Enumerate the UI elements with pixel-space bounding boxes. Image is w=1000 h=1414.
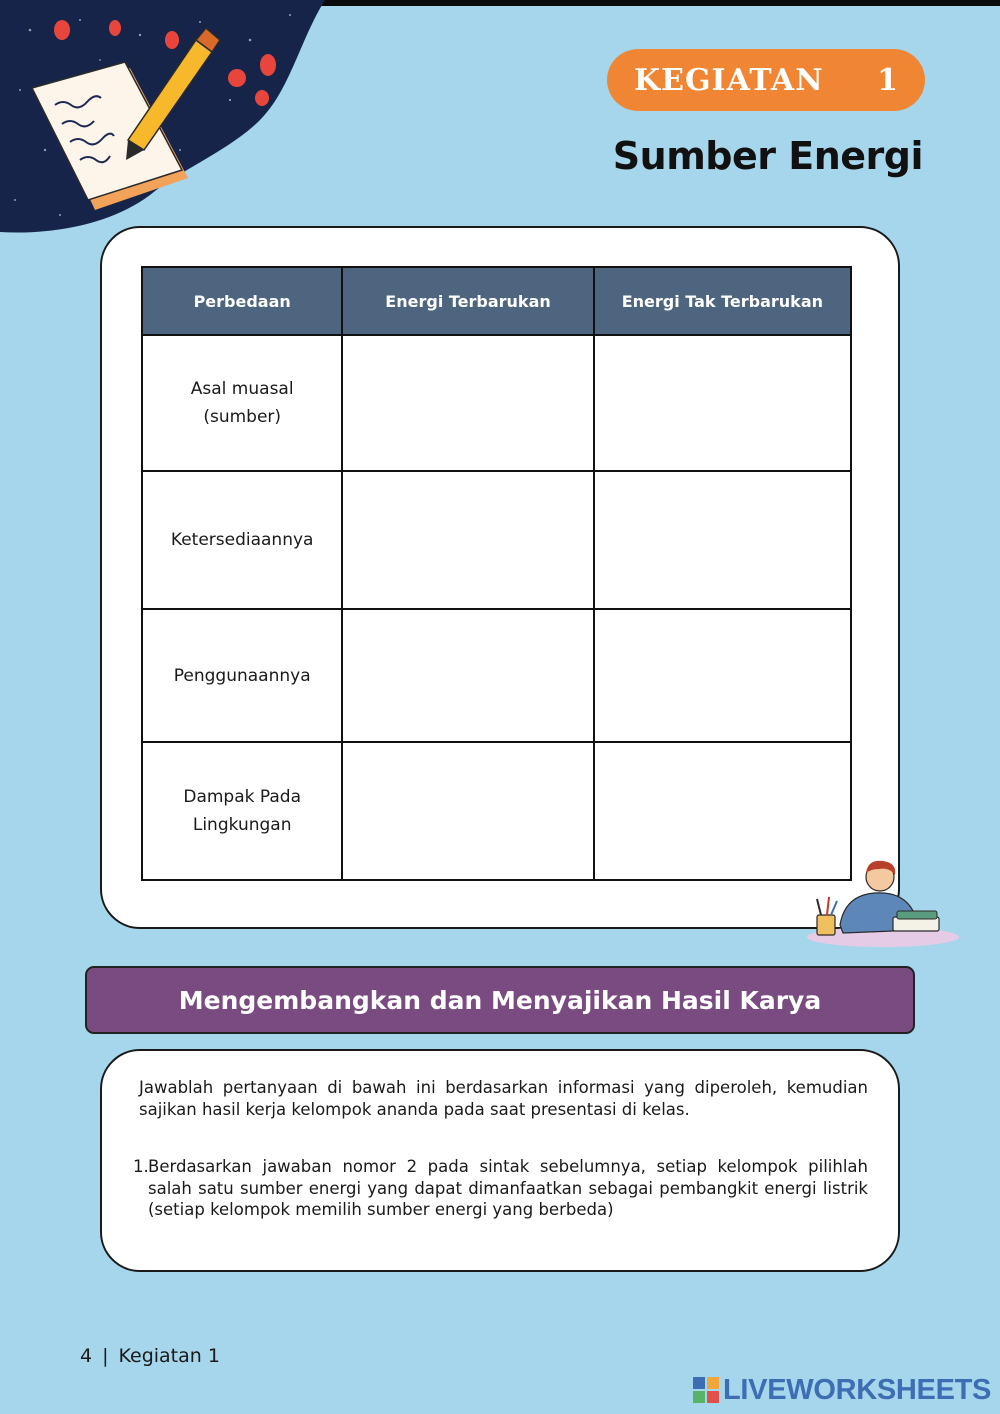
row-label: [142, 335, 342, 471]
row-label: [142, 471, 342, 609]
header-perbedaan: Perbedaan: [142, 267, 342, 335]
table-row: [142, 335, 851, 471]
answer-cell-tak-terbarukan[interactable]: [594, 609, 851, 742]
row-label-line: (sumber): [203, 407, 282, 427]
row-label-line: Asal muasal: [190, 379, 294, 399]
table-row: [142, 609, 851, 742]
table-header-row: [142, 267, 851, 335]
liveworksheets-logo: [693, 1374, 991, 1406]
row-label-line: Ketersediaannya: [170, 530, 314, 550]
row-label: [142, 742, 342, 880]
student-studying-icon: [805, 855, 960, 950]
header-energi-terbarukan: Energi Terbarukan: [342, 267, 593, 335]
row-label: [142, 609, 342, 742]
list-item-number: 1.: [133, 1157, 149, 1176]
row-label-line: Penggunaannya: [173, 665, 311, 686]
instructions-intro: Jawablah pertanyaan di bawah ini berdasarkan informasi yang diperoleh, kemudian sajikan hasil kerja kelompok ananda pada saat presentasi di kelas.: [139, 1078, 868, 1119]
footer-label: Kegiatan 1: [118, 1345, 220, 1367]
row-label-line: Lingkungan: [192, 815, 292, 835]
answer-cell-tak-terbarukan[interactable]: [594, 471, 851, 609]
row-label-line: Dampak Pada: [183, 787, 301, 807]
energy-comparison-table: [141, 266, 852, 881]
answer-cell-terbarukan[interactable]: [342, 471, 593, 609]
header-energi-tak-terbarukan: Energi Tak Terbarukan: [594, 267, 851, 335]
notebook-pen-illustration: [0, 0, 340, 240]
answer-cell-terbarukan[interactable]: [342, 609, 593, 742]
table-row: [142, 742, 851, 880]
page-footer: [80, 1345, 220, 1367]
table-row: [142, 471, 851, 609]
brand-name: LIVEWORKSHEETS: [723, 1373, 992, 1406]
answer-cell-tak-terbarukan[interactable]: [594, 335, 851, 471]
liveworksheets-logo-icon: [693, 1377, 719, 1403]
list-item: Berdasarkan jawaban nomor 2 pada sintak sebelumnya, setiap kelompok pilihlah salah satu sumber energi yang dapat dimanfaatkan sebagai pembangkit energi listrik (setiap kelompok memilih sumber energi yang berbeda): [148, 1157, 868, 1219]
page-number: 4: [80, 1345, 93, 1367]
badge-label: KEGIATAN: [634, 62, 824, 98]
answer-cell-terbarukan[interactable]: [342, 742, 593, 880]
answer-cell-terbarukan[interactable]: [342, 335, 593, 471]
badge-number: 1: [877, 62, 899, 98]
section-title: Mengembangkan dan Menyajikan Hasil Karya: [178, 985, 822, 1015]
footer-separator: |: [102, 1345, 109, 1367]
activity-badge: [607, 49, 925, 111]
section-banner: [85, 966, 915, 1034]
page-title: Sumber Energi: [612, 134, 923, 178]
